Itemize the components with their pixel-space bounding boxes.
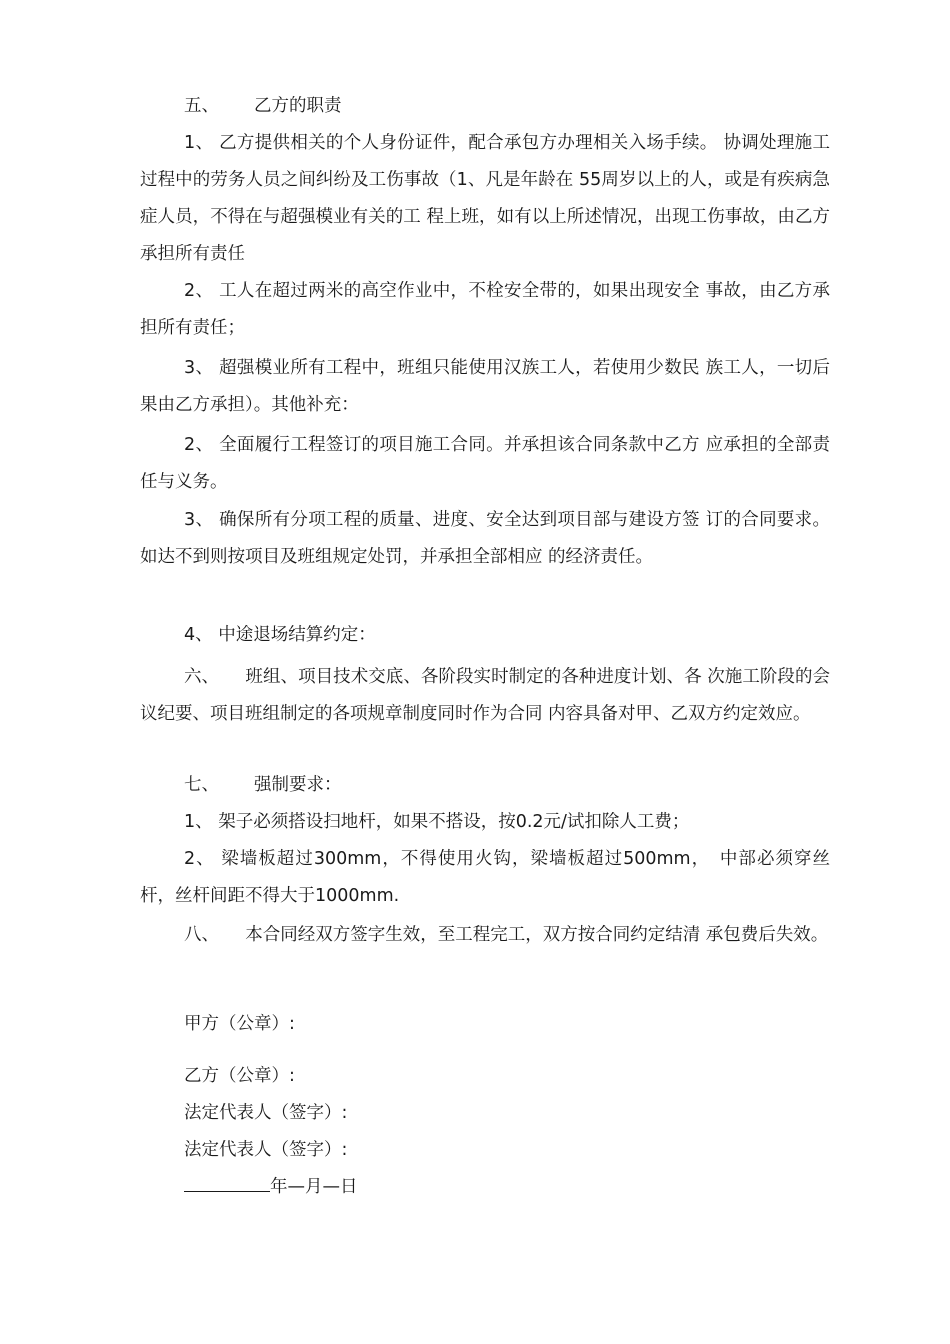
section-5-paragraph-2: 2、 工人在超过两米的高空作业中，不栓安全带的，如果出现安全 事故，由乙方承担所有责任；	[140, 281, 830, 338]
date-line	[184, 1169, 358, 1206]
section-5-paragraph-3: 3、 超强模业所有工程中，班组只能使用汉族工人，若使用少数民 族工人，一切后果由乙方承担）。其他补充：	[140, 358, 830, 415]
party-a-seal-label: 甲方（公章）:	[184, 1014, 295, 1034]
section-8-paragraph: 八、 本合同经双方签字生效，至工程完工，双方按合同约定结清 承包费后失效。	[184, 925, 829, 945]
section-5-paragraph-5: 3、 确保所有分项工程的质量、进度、安全达到项目部与建设方签 订的合同要求。如达不到则按项目及班组规定处罚，并承担全部相应 的经济责任。	[140, 510, 830, 567]
section-5-paragraph-6: 4、 中途退场结算约定：	[184, 625, 376, 645]
section-7-paragraph-1: 1、 架子必须搭设扫地杆，如果不搭设，按0.2元/试扣除人工费；	[184, 812, 690, 832]
section-5-title: 乙方的职责	[254, 96, 342, 116]
section-7-paragraph-2: 2、 梁墙板超过300mm，不得使用火钩，梁墙板超过500mm， 中部必须穿丝杆，丝杆间距不得大于1000mm.	[140, 849, 830, 906]
section-5-number: 五、	[184, 96, 219, 116]
party-b-seal-label: 乙方（公章）:	[184, 1066, 295, 1086]
legal-rep-signature-label-2: 法定代表人（签字）:	[184, 1140, 348, 1160]
section-5-paragraph-1: 1、 乙方提供相关的个人身份证件，配合承包方办理相关入场手续。 协调处理施工过程中的劳务人员之间纠纷及工伤事故（1、凡是年龄在 55周岁以上的人，或是有疾病急症人员，不得在与超强模业有关的工 程上班，如有以上所述情况，出现工伤事故，由乙方承担所有责任	[140, 133, 830, 264]
legal-rep-signature-label-1: 法定代表人（签字）:	[184, 1103, 348, 1123]
date-suffix: 年—月—日	[270, 1177, 358, 1197]
date-blank-underline	[184, 1171, 270, 1192]
section-5-paragraph-4: 2、 全面履行工程签订的项目施工合同。并承担该合同条款中乙方 应承担的全部责任与义务。	[140, 435, 830, 492]
section-7-number: 七、	[184, 775, 219, 795]
section-5-heading	[184, 88, 342, 125]
section-7-heading	[184, 767, 342, 804]
section-6-paragraph: 六、 班组、项目技术交底、各阶段实时制定的各种进度计划、各 次施工阶段的会议纪要、项目班组制定的各项规章制度同时作为合同 内容具备对甲、乙双方约定效应。	[140, 667, 830, 724]
section-7-title: 强制要求：	[254, 775, 342, 795]
